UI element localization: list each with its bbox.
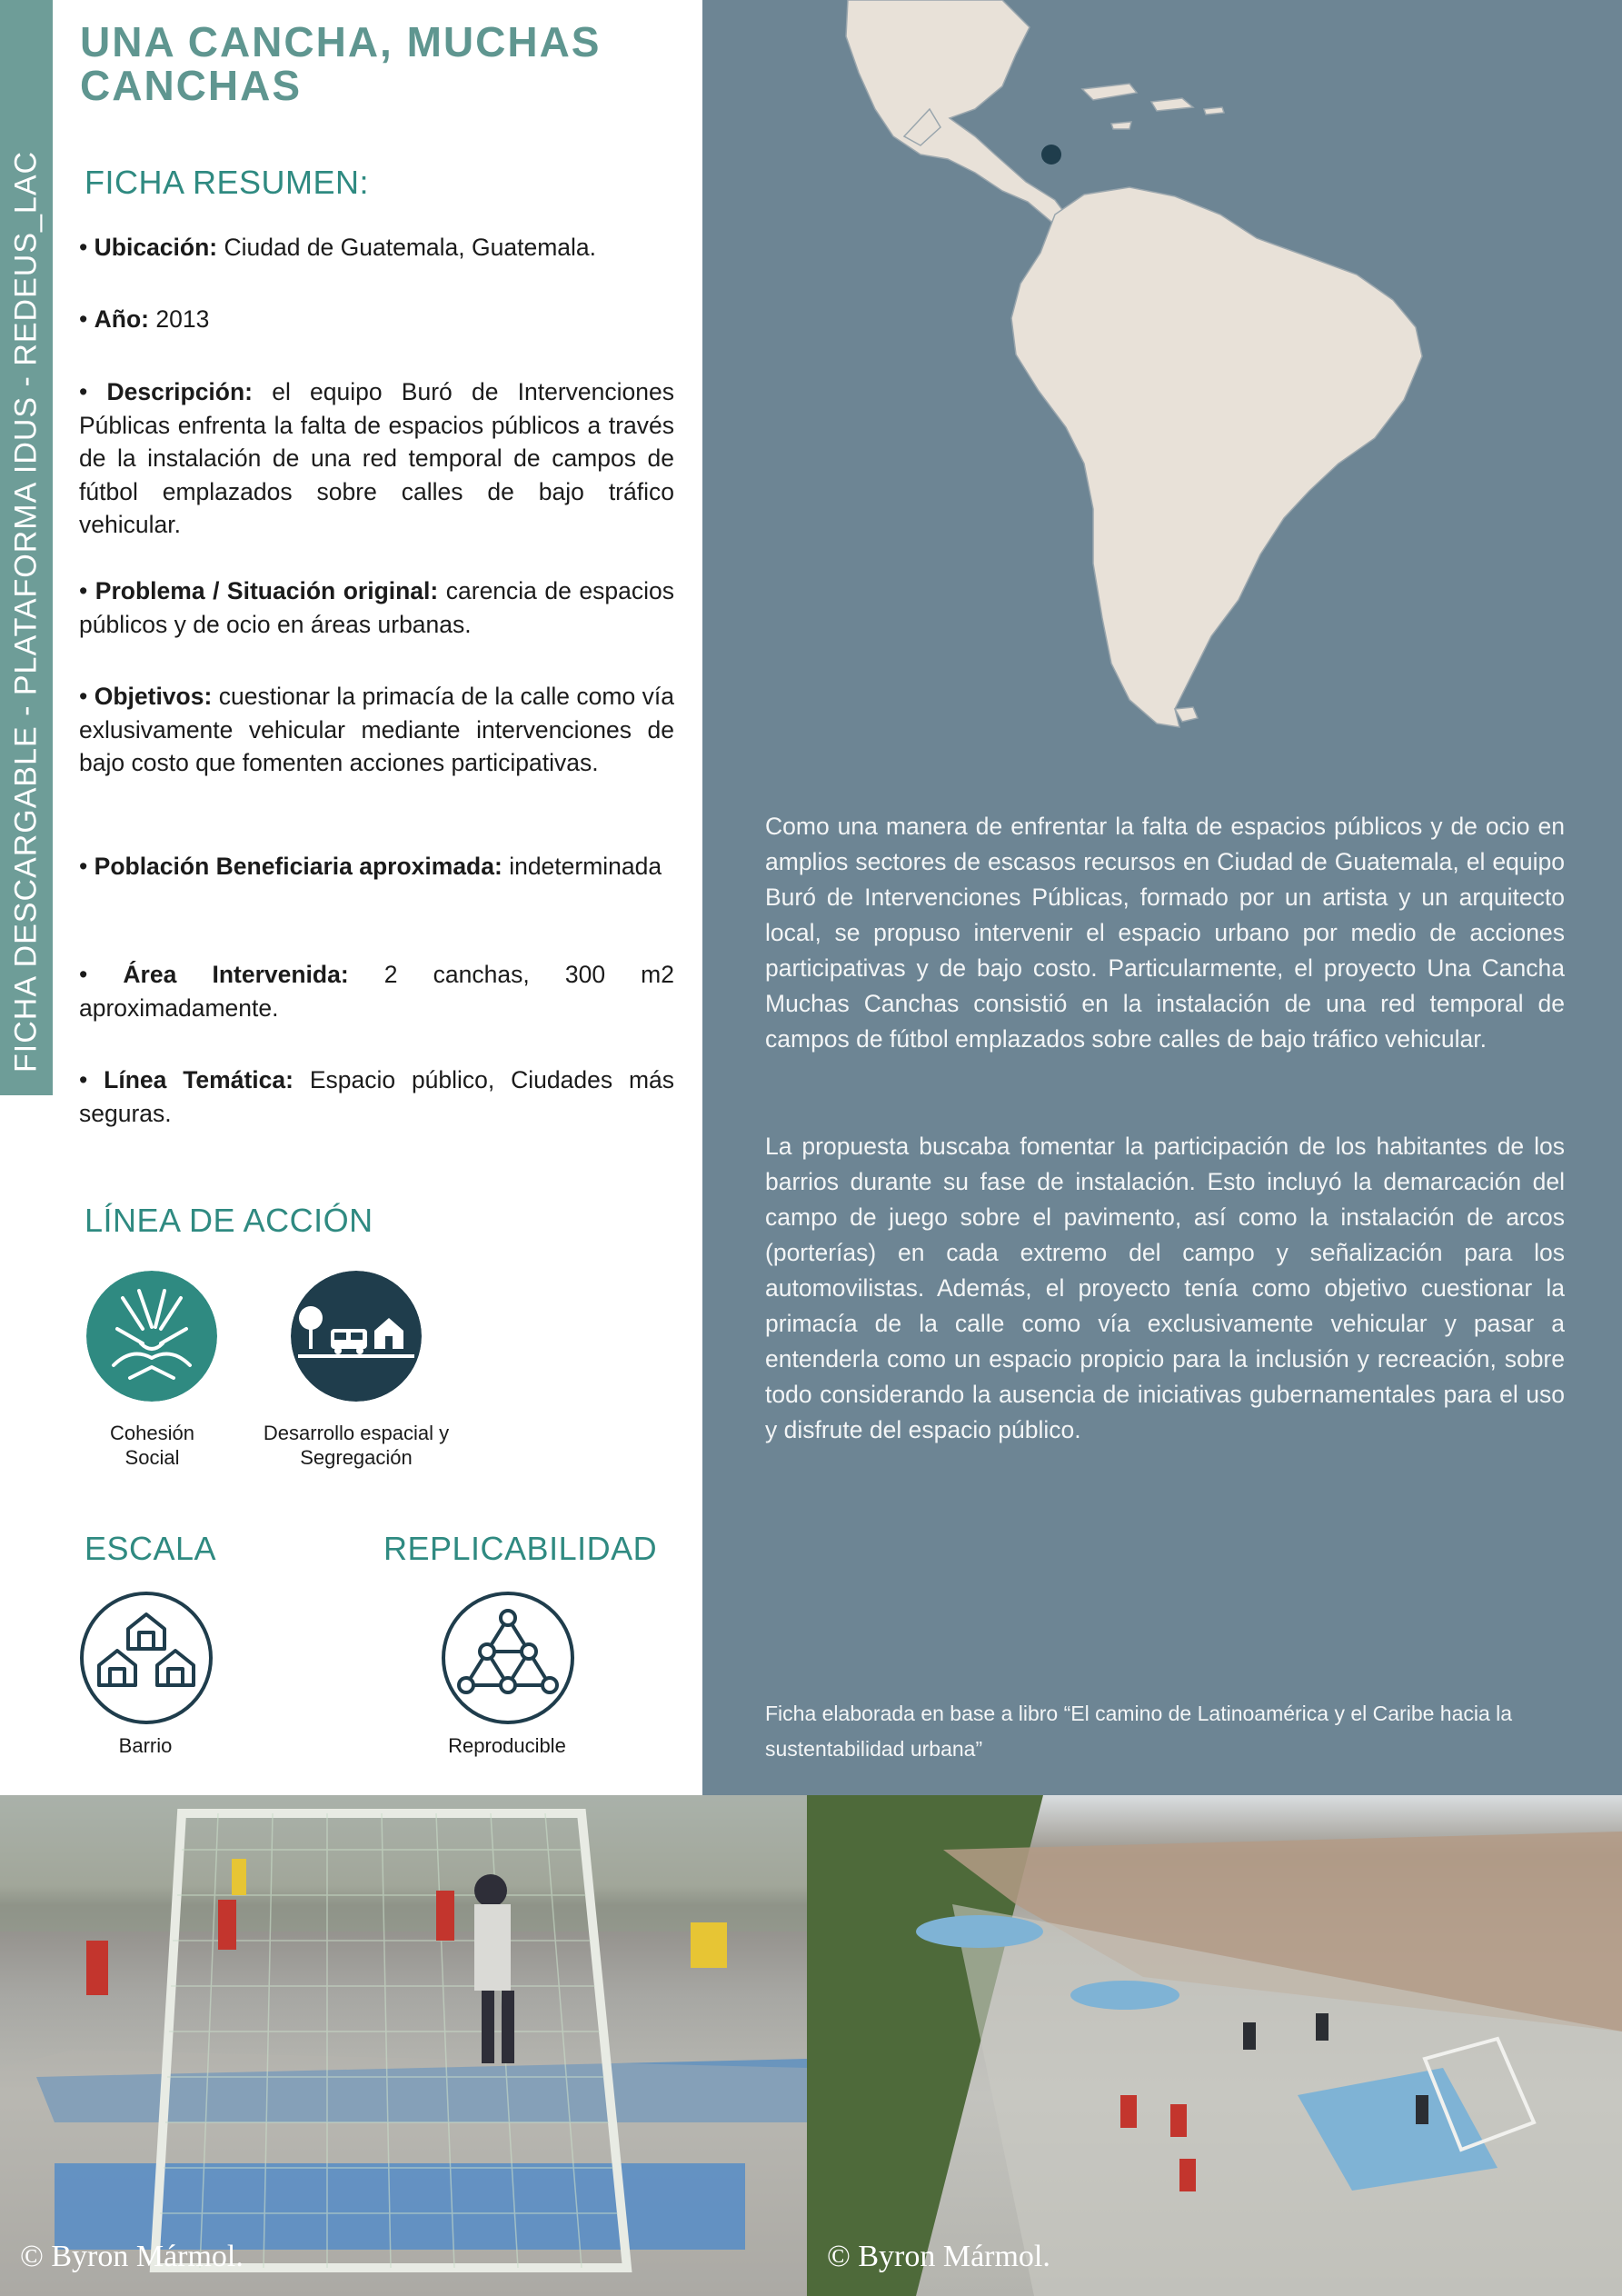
barrio-icon [79,1591,214,1725]
ficha-resumen-heading: FICHA RESUMEN: [85,164,370,201]
barrio-label: Barrio [118,1734,173,1757]
sidebar-label: FICHA DESCARGABLE - PLATAFORMA IDUS - REDEUS_LAC [8,150,44,1073]
field-problema: • Problema / Situación original: carencia de espacios públicos y de ocio en áreas urbanas. [79,577,674,638]
location-marker [1041,145,1061,165]
source-credit: Ficha elaborada en base a libro “El camino de Latinoamérica y el Caribe hacia la sustentabilidad urbana” [765,1702,1513,1761]
field-ubicacion: • Ubicación: Ciudad de Guatemala, Guatemala. [79,234,597,261]
field-area: • Área Intervenida: 2 canchas, 300 m2 aproximadamente. [79,961,674,1022]
description-paragraph-1: Como una manera de enfrentar la falta de espacios públicos y de ocio en amplios sectores de escasos recursos en Ciudad de Guatemala, el equipo Buró de Intervenciones Públicas, formado por un artista y un arquitecto local, se propuso intervenir el espacio urbano por medio de acciones participativas y de bajo costo. Particularmente, el proyecto Una Cancha Muchas Canchas consistió en la instalación de una red temporal de campos de fútbol emplazados sobre calles de bajo tráfico vehicular. [765,813,1565,1053]
photo-goal-kick [0,1795,807,2296]
field-linea-tematica: • Línea Temática: Espacio público, Ciudades más seguras. [79,1066,675,1127]
field-objetivos: • Objetivos: cuestionar la primacía de la calle como vía exlusivamente vehicular mediante intervenciones de bajo costo que fomenten acciones participativas. [79,683,675,776]
reproducible-label: Reproducible [448,1734,566,1757]
linea-accion-heading: LÍNEA DE ACCIÓN [85,1202,373,1239]
description-paragraph-2: La propuesta buscaba fomentar la participación de los habitantes de los barrios durante su fase de instalación. Esto incluyó la demarcación del campo de juego sobre el pavimento, así como la instalación de arcos (porterías) en cada extremo del campo y señalización para los automovilistas. Además, el proyecto tenía como objetivo cuestionar la primacía de la calle como vía exclusivamente vehicular y pasar a entenderla como un espacio propicio para la inclusión y recreación, sobre todo considerando la ausencia de iniciativas gubernamentales para el uso y disfrute del espacio público. [765,1133,1565,1443]
replicabilidad-heading: REPLICABILIDAD [383,1530,658,1567]
sidebar-tab [0,0,53,1095]
cohesion-social-icon [86,1271,217,1402]
field-ano: • Año: 2013 [79,305,210,333]
latin-america-map [702,0,1622,745]
photo-credit-1: © Byron Mármol. [20,2240,244,2273]
field-descripcion: • Descripción: el equipo Buró de Intervenciones Públicas enfrenta la falta de espacios públicos a través de la instalación de una red temporal de campos de fútbol emplazados sobre calles de bajo tráfico vehicular. [79,378,674,538]
page-title: UNA CANCHA, MUCHAS CANCHAS [80,18,602,109]
desarrollo-espacial-icon [291,1271,422,1402]
cohesion-social-label: Cohesión Social [110,1422,194,1469]
escala-heading: ESCALA [85,1530,217,1567]
desarrollo-espacial-label: Desarrollo espacial y Segregación [263,1422,450,1469]
photo-credit-2: © Byron Mármol. [827,2240,1050,2273]
reproducible-icon [441,1591,575,1725]
photo-street-aerial [807,1795,1622,2296]
field-poblacion: • Población Beneficiaria aproximada: indeterminada [79,853,662,880]
